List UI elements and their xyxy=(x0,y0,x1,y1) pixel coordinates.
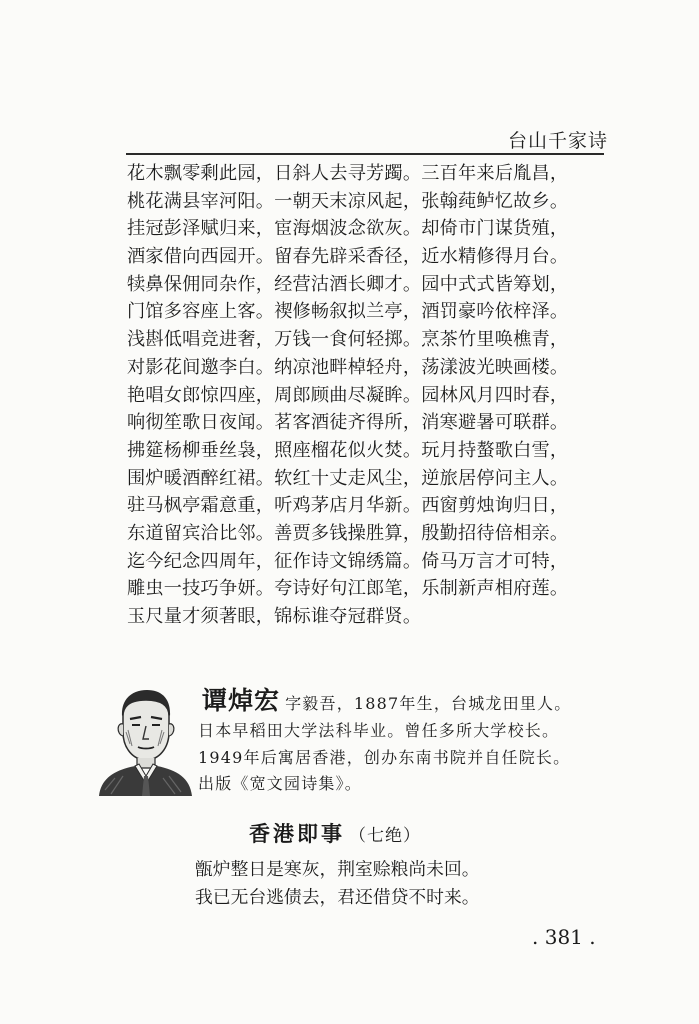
bio-body xyxy=(198,718,612,798)
running-head: 台山千家诗 xyxy=(508,130,609,152)
poem-line: 花木飘零剩此园，日斜人去寻芳躅。三百年来后胤昌， xyxy=(127,163,569,184)
bio-intro: 字毅吾，1887年生，台城龙田里人。 xyxy=(285,694,572,713)
author-name: 谭焯宏 xyxy=(202,686,281,715)
poem-line: 玉尺量才须著眼，锦标谁夺冠群贤。 xyxy=(127,606,422,627)
quatrain xyxy=(195,856,480,912)
poem-line: 酒家借向西园开。留春先辟采香径，近水精修得月台。 xyxy=(127,246,569,268)
author-portrait xyxy=(97,686,193,796)
long-poem xyxy=(127,160,597,631)
bio-line: 出版《宽文园诗集》。 xyxy=(198,774,363,793)
poem-line: 驻马枫亭霜意重，听鸡茅店月华新。西窗剪烛询归日， xyxy=(127,495,569,517)
author-bio xyxy=(198,683,612,798)
bio-line: 日本早稻田大学法科毕业。曾任多所大学校长。 xyxy=(198,721,560,740)
bio-line: 1949年后寓居香港，创办东南书院并自任院长。 xyxy=(198,747,571,767)
poem-line: 围炉暖酒醉红裙。软红十丈走风尘，逆旅居停问主人。 xyxy=(127,467,569,489)
bio-first-line xyxy=(202,683,612,718)
quatrain-line: 甑炉整日是寒灰，荆室赊粮尚未回。 xyxy=(195,859,480,880)
quatrain-line: 我已无台逃债去，君还借贷不时来。 xyxy=(195,887,480,908)
poem-line: 浅斟低唱竞进奢，万钱一食何轻掷。烹茶竹里唤樵青， xyxy=(127,329,569,351)
poem-line: 迄今纪念四周年，征作诗文锦绣篇。倚马万言才可特， xyxy=(127,550,569,572)
poem-title-text: 香港即事 xyxy=(249,822,345,846)
header-rule xyxy=(126,153,604,155)
poem-line: 艳唱女郎惊四座，周郎顾曲尽凝眸。园林风月四时春， xyxy=(127,384,569,406)
poem-title xyxy=(249,818,421,848)
poem-line: 门馆多容座上客。禊修畅叙拟兰亭，酒罚豪吟依梓泽。 xyxy=(127,301,569,323)
poem-line: 雕虫一技巧争妍。夸诗好句江郎笔，乐制新声相府莲。 xyxy=(127,578,569,600)
poem-line: 犊鼻保佣同杂作，经营沽酒长卿才。园中式式皆筹划， xyxy=(127,273,569,295)
poem-line: 对影花间邀李白。纳凉池畔棹轻舟，荡漾波光映画楼。 xyxy=(127,356,569,378)
poem-line: 东道留宾洽比邻。善贾多钱操胜算，殷勤招待倍相亲。 xyxy=(127,522,569,544)
poem-line: 响彻笙歌日夜闻。茗客酒徒齐得所，消寒避暑可联群。 xyxy=(127,412,569,434)
poem-line: 挂冠彭泽赋归来，宦海烟波念欲灰。却倚市门谋货殖， xyxy=(127,218,569,240)
page-number: . 381 . xyxy=(532,925,596,949)
poem-line: 桃花满县宰河阳。一朝天末凉风起，张翰莼鲈忆故乡。 xyxy=(127,190,569,212)
poem-line: 拂筵杨柳垂丝袅，照座榴花似火焚。玩月持螯歌白雪， xyxy=(127,439,569,461)
poem-form: （七绝） xyxy=(349,826,421,846)
